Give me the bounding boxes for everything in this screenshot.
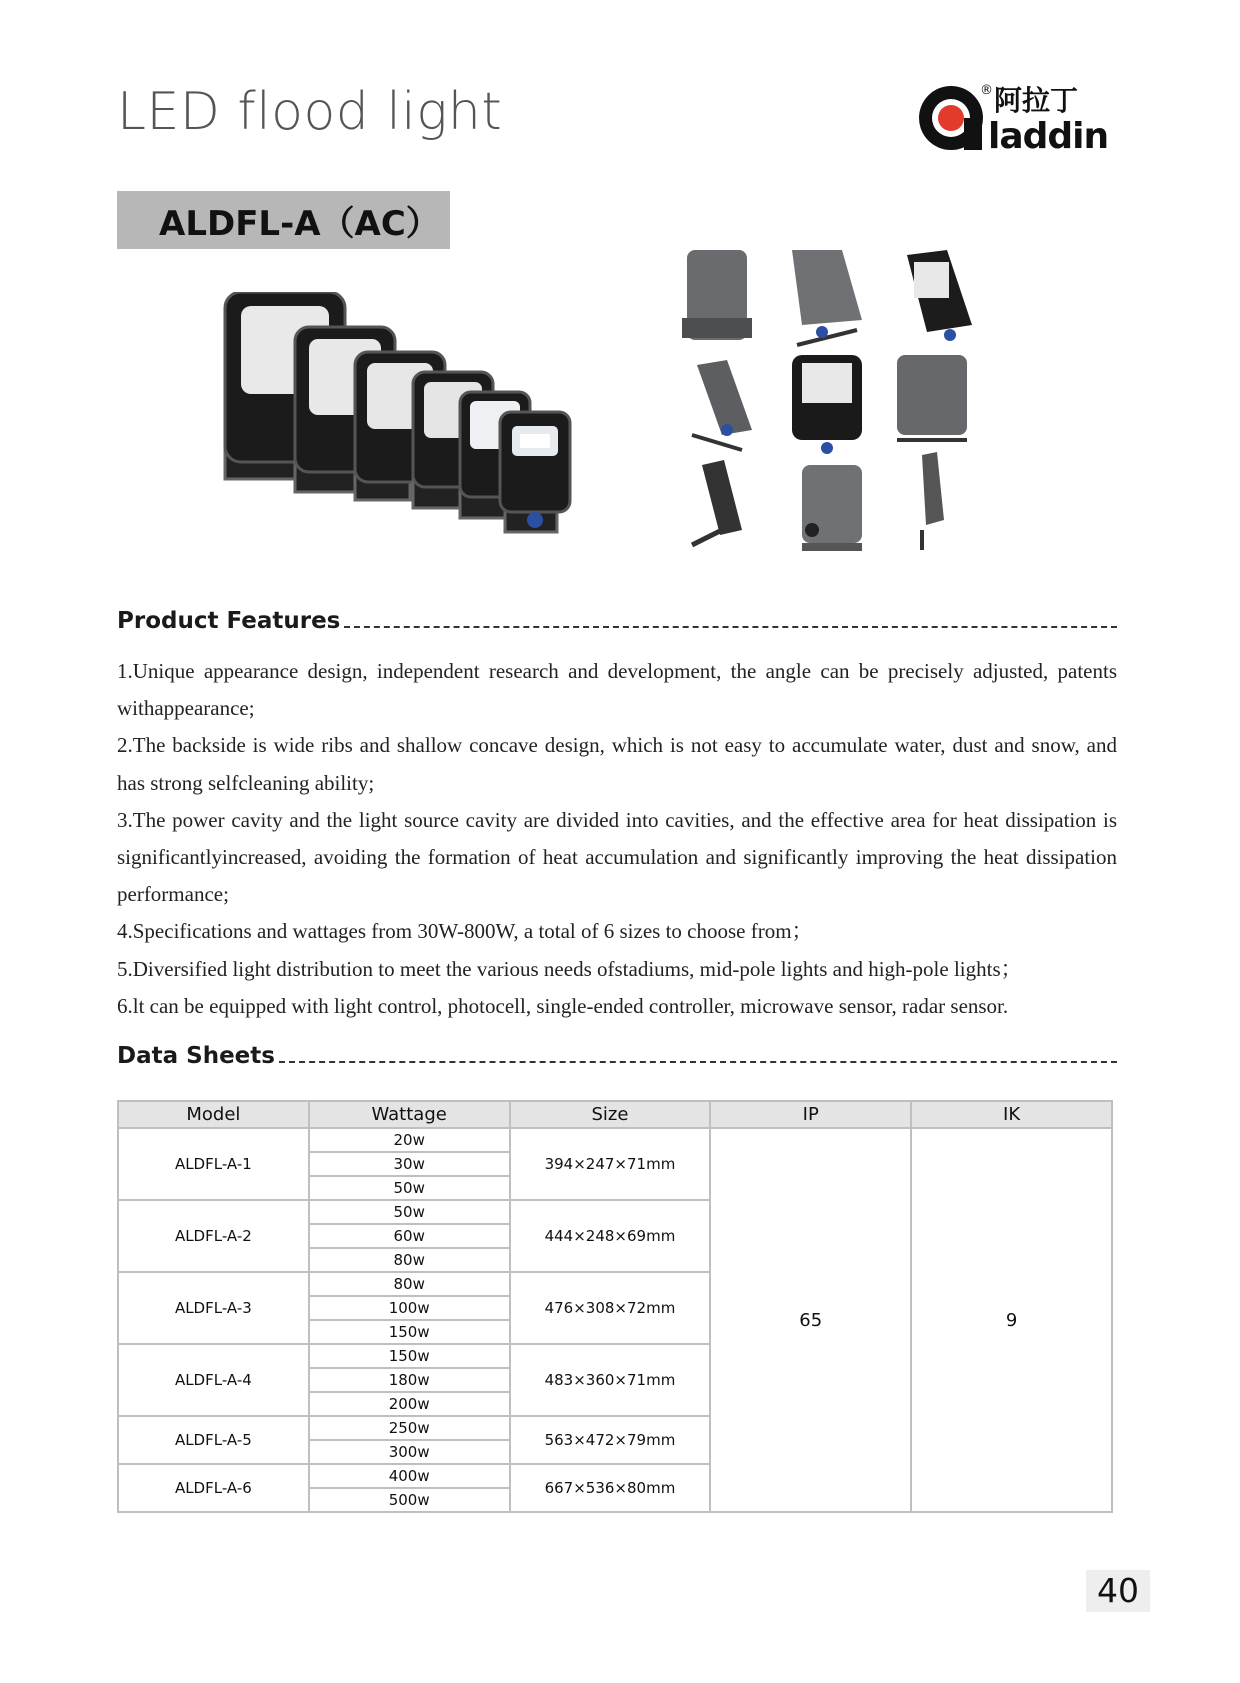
wattage-cell: 100w	[309, 1296, 510, 1320]
wattage-cell: 30w	[309, 1152, 510, 1176]
datasheet-heading: Data Sheets	[117, 1043, 275, 1069]
size-cell: 476×308×72mm	[510, 1272, 711, 1344]
feature-item: 2.The backside is wide ribs and shallow concave design, which is not easy to accumulate water, dust and snow, and has strong selfcleaning ability;	[117, 733, 1117, 795]
feature-item: 5.Diversified light distribution to meet the various needs ofstadiums, mid-pole lights and high-pole lights；	[117, 956, 1022, 981]
datasheet-heading-row	[117, 1043, 1117, 1069]
product-lineup-image	[215, 292, 615, 582]
view-side-2	[692, 460, 742, 545]
feature-item: 3.The power cavity and the light source cavity are divided into cavities, and the effective area for heat dissipation is significantlyincreased, avoiding the formation of heat accumulation and significantly improving the heat dissipation performance;	[117, 807, 1117, 907]
col-header-wattage: Wattage	[309, 1101, 510, 1128]
wattage-cell: 400w	[309, 1464, 510, 1488]
wattage-cell: 250w	[309, 1416, 510, 1440]
view-back-3	[802, 465, 862, 551]
model-cell: ALDFL-A-5	[118, 1416, 309, 1464]
view-side-1	[692, 360, 752, 450]
view-back-angled	[792, 250, 862, 345]
view-back-1	[682, 250, 752, 340]
wattage-cell: 180w	[309, 1368, 510, 1392]
model-cell: ALDFL-A-3	[118, 1272, 309, 1344]
size-cell: 394×247×71mm	[510, 1128, 711, 1200]
wattage-cell: 20w	[309, 1128, 510, 1152]
size-cell: 563×472×79mm	[510, 1416, 711, 1464]
wattage-cell: 80w	[309, 1248, 510, 1272]
ip-cell: 65	[710, 1128, 911, 1512]
flood-light-small	[500, 412, 570, 532]
wattage-cell: 50w	[309, 1200, 510, 1224]
model-cell: ALDFL-A-2	[118, 1200, 309, 1272]
feature-item: 1.Unique appearance design, independent research and development, the angle can be precisely adjusted, patents withappearance;	[117, 659, 1117, 721]
ik-cell: 9	[911, 1128, 1112, 1512]
col-header-size: Size	[510, 1101, 711, 1128]
size-cell: 667×536×80mm	[510, 1464, 711, 1512]
view-front-angled	[907, 250, 972, 341]
size-cell: 483×360×71mm	[510, 1344, 711, 1416]
logo-en-text: laddin	[988, 116, 1109, 152]
datasheet-table	[117, 1100, 1113, 1513]
wattage-cell: 500w	[309, 1488, 510, 1512]
feature-item: 6.lt can be equipped with light control, photocell, single-ended controller, microwave sensor, radar sensor.	[117, 993, 1009, 1018]
heading-divider	[279, 1061, 1117, 1063]
product-angle-views-image	[682, 250, 1012, 590]
col-header-ip: IP	[710, 1101, 911, 1128]
feature-item: 4.Specifications and wattages from 30W-800W, a total of 6 sizes to choose from；	[117, 919, 813, 944]
wattage-cell: 200w	[309, 1392, 510, 1416]
wattage-cell: 80w	[309, 1272, 510, 1296]
wattage-cell: 300w	[309, 1440, 510, 1464]
logo-cn-text: 阿拉丁	[994, 84, 1079, 117]
features-heading-row	[117, 608, 1117, 634]
col-header-model: Model	[118, 1101, 309, 1128]
model-cell: ALDFL-A-1	[118, 1128, 309, 1200]
page-title: LED flood light	[117, 82, 503, 142]
table-row	[118, 1128, 1112, 1152]
heading-divider	[344, 626, 1117, 628]
size-cell: 444×248×69mm	[510, 1200, 711, 1272]
model-banner	[117, 191, 450, 249]
model-cell: ALDFL-A-4	[118, 1344, 309, 1416]
wattage-cell: 150w	[309, 1320, 510, 1344]
page-number: 40	[1086, 1570, 1150, 1612]
wattage-cell: 50w	[309, 1176, 510, 1200]
view-back-2	[897, 355, 967, 440]
features-list	[117, 653, 1117, 1025]
features-heading: Product Features	[117, 608, 341, 634]
wattage-cell: 60w	[309, 1224, 510, 1248]
wattage-cell: 150w	[309, 1344, 510, 1368]
model-banner-label: ALDFL-A（AC）	[159, 203, 440, 244]
view-front	[792, 355, 862, 454]
view-side-3	[922, 452, 944, 550]
registered-mark: ®	[980, 83, 993, 98]
model-cell: ALDFL-A-6	[118, 1464, 309, 1512]
col-header-ik: IK	[911, 1101, 1112, 1128]
aladdin-logo	[918, 80, 1118, 152]
